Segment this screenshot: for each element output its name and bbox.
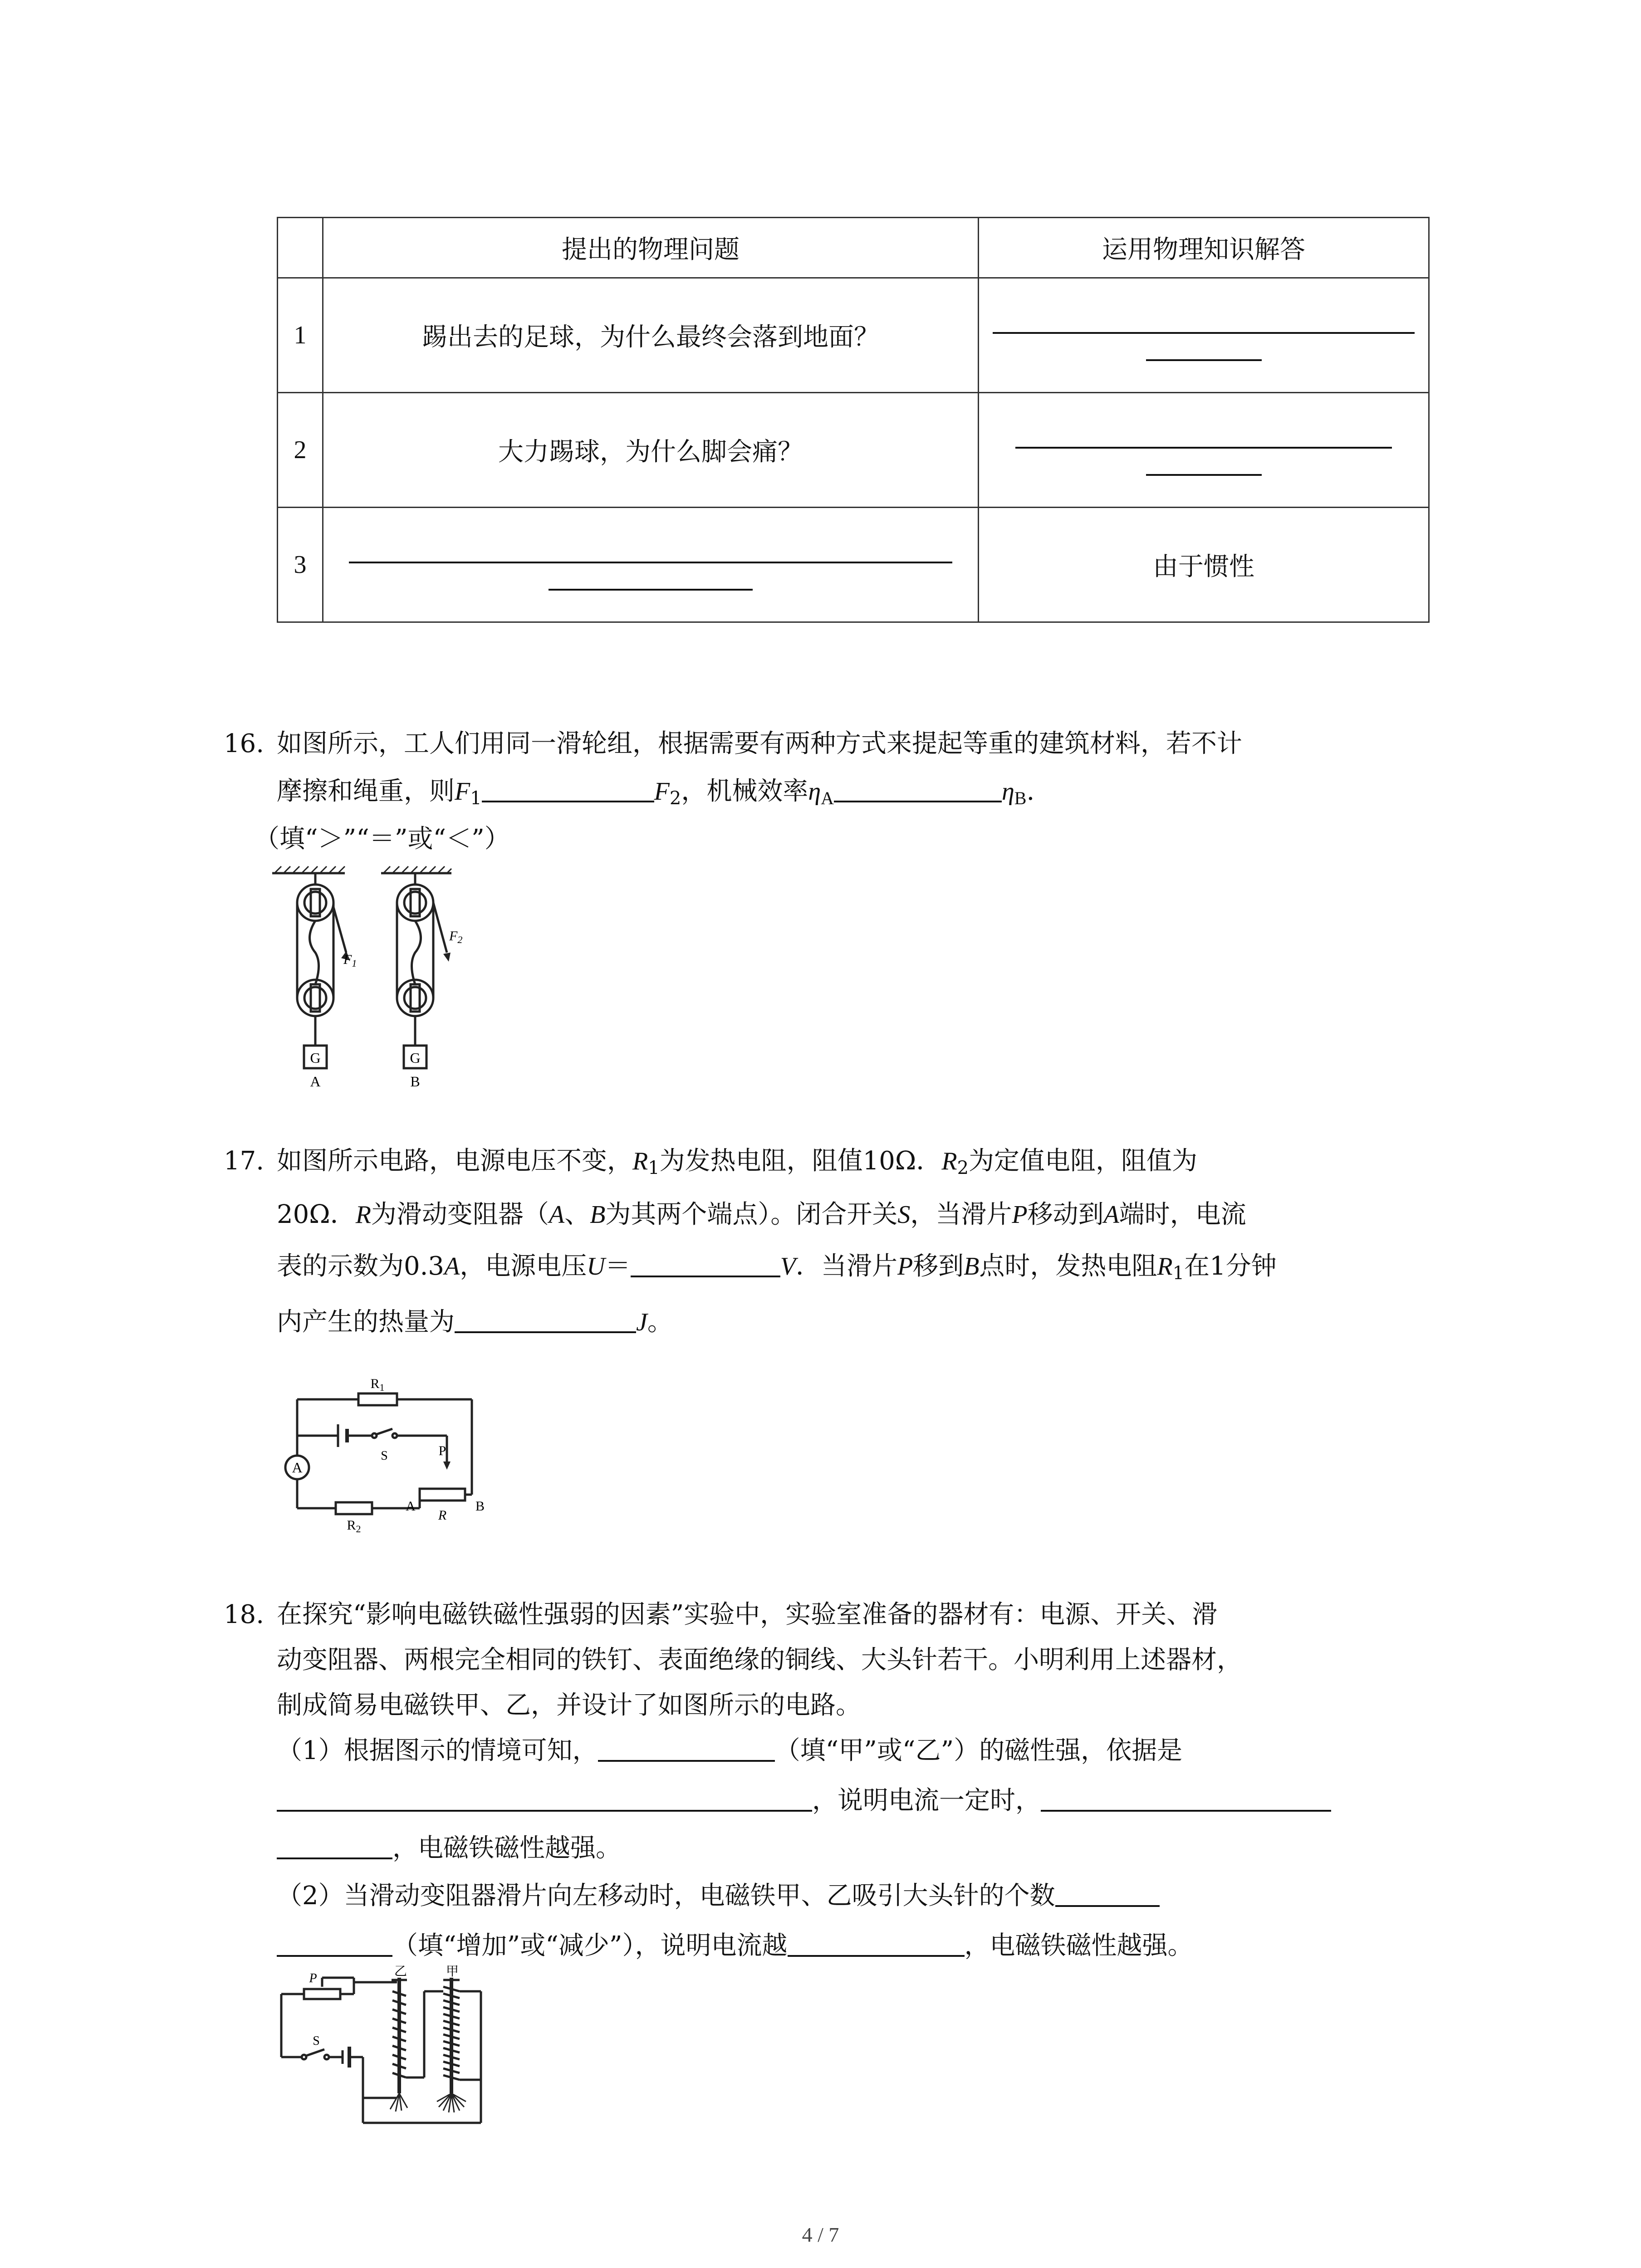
slider-arrow-icon — [443, 1461, 451, 1470]
answer-blank — [482, 780, 654, 802]
answer-blank — [979, 393, 1429, 508]
answer-blank — [277, 1934, 392, 1957]
r1-label: $R_1$ — [370, 1376, 385, 1393]
q16-line2: 摩擦和绳重，则$F_1$ $F_2$，机械效率$\eta_A$ $\eta_B$. — [277, 777, 1035, 809]
answer-blank — [1041, 1789, 1331, 1812]
arrow-icon — [443, 953, 451, 962]
answer-blank — [277, 1837, 392, 1859]
magnet-jia-label: 甲 — [446, 1965, 459, 1979]
answer-line — [993, 309, 1415, 334]
b-terminal-label: B — [475, 1499, 485, 1514]
question-blank — [323, 508, 979, 622]
q17-line3: 表的示数为0.3A，电源电压U＝ V．当滑片P移到B点时，发热电阻$R_1$在1分钟 — [277, 1251, 1277, 1284]
q17-number: 17. — [224, 1146, 265, 1176]
q16-number: 16. — [224, 729, 265, 758]
q17-line1: 如图所示电路，电源电压不变，$R_1$为发热电阻，阻值10Ω．$R_2$为定值电阻，阻值为 — [277, 1146, 1198, 1178]
table-header-row — [278, 218, 1429, 278]
figure-label-a: A — [310, 1073, 321, 1090]
q17-line2: 20Ω．R为滑动变阻器（A、B为其两个端点）。闭合开关S，当滑片P移动到A端时，电流 — [277, 1200, 1246, 1229]
q16-line1: 如图所示，工人们用同一滑轮组，根据需要有两种方式来提起等重的建筑材料，若不计 — [277, 729, 1242, 758]
answer-line — [1015, 424, 1392, 449]
row-number: 2 — [278, 393, 323, 508]
figure-label-b: B — [410, 1073, 420, 1090]
answer-blank — [598, 1739, 775, 1762]
answer-line — [1146, 451, 1262, 476]
ammeter-icon: A — [292, 1459, 303, 1476]
q18-part1-line1: （1）根据图示的情境可知， （填“甲”或“乙”）的磁性强，依据是 — [277, 1736, 1183, 1765]
q17-line4: 内产生的热量为 J。 — [277, 1307, 673, 1337]
page-number: 4 / 7 — [802, 2223, 839, 2246]
table-row — [278, 393, 1429, 508]
q18-number: 18. — [224, 1600, 265, 1629]
p-label: P — [438, 1443, 446, 1458]
q18-part1-line3: ，电磁铁磁性越强。 — [277, 1835, 621, 1862]
answer-blank — [788, 1934, 965, 1957]
q18-line1: 在探究“影响电磁铁磁性强弱的因素”实验中，实验室准备的器材有：电源、开关、滑 — [277, 1600, 1218, 1629]
magnet-yi-label: 乙 — [394, 1965, 407, 1979]
answer-blank — [277, 1789, 812, 1812]
switch-label: S — [381, 1449, 388, 1463]
answer-line — [1146, 337, 1262, 361]
table-row — [278, 278, 1429, 393]
q18-part2-line2: （填“增加”或“减少”），说明电流越 ，电磁铁磁性越强。 — [277, 1932, 1193, 1960]
q16-line3: （填“＞”“＝”或“＜”） — [254, 824, 510, 854]
answer-blank — [1055, 1884, 1160, 1907]
pulley-figure — [265, 864, 483, 1091]
electromagnet-figure — [274, 1964, 529, 2132]
force-label: $F_1$ — [343, 952, 357, 969]
q18-line3: 制成简易电磁铁甲、乙，并设计了如图所示的电路。 — [277, 1691, 861, 1720]
table-header-question: 提出的物理问题 — [323, 218, 979, 278]
q18-part1-line2: ，说明电流一定时， — [277, 1787, 1331, 1814]
row-question: 踢出去的足球，为什么最终会落到地面？ — [323, 278, 979, 393]
weight-label: G — [410, 1050, 421, 1066]
answer-blank — [834, 780, 1002, 802]
row-question: 大力踢球，为什么脚会痛？ — [323, 393, 979, 508]
question-line — [349, 539, 952, 563]
q18-line2: 动变阻器、两根完全相同的铁钉、表面绝缘的铜线、大头针若干。小明利用上述器材， — [277, 1645, 1242, 1675]
question-line — [549, 566, 753, 591]
answer-blank — [455, 1310, 636, 1333]
qa-table — [277, 217, 1430, 623]
answer-blank — [631, 1255, 780, 1277]
slider-label: P — [309, 1971, 317, 1985]
row-number: 3 — [278, 508, 323, 622]
circuit-figure — [277, 1361, 490, 1535]
rheostat-label: R — [438, 1508, 447, 1523]
a-terminal-label: A — [406, 1499, 416, 1514]
q18-part2-line1: （2）当滑动变阻器滑片向左移动时，电磁铁甲、乙吸引大头针的个数 — [277, 1882, 1160, 1910]
force-label: $F_2$ — [449, 929, 463, 945]
table-row — [278, 508, 1429, 622]
table-header-num — [278, 218, 323, 278]
switch-label: S — [313, 2034, 320, 2048]
weight-label: G — [310, 1050, 321, 1066]
row-number: 1 — [278, 278, 323, 393]
r2-label: $R_2$ — [347, 1518, 361, 1535]
table-header-answer: 运用物理知识解答 — [979, 218, 1429, 278]
answer-blank — [979, 278, 1429, 393]
row-answer: 由于惯性 — [979, 508, 1429, 622]
